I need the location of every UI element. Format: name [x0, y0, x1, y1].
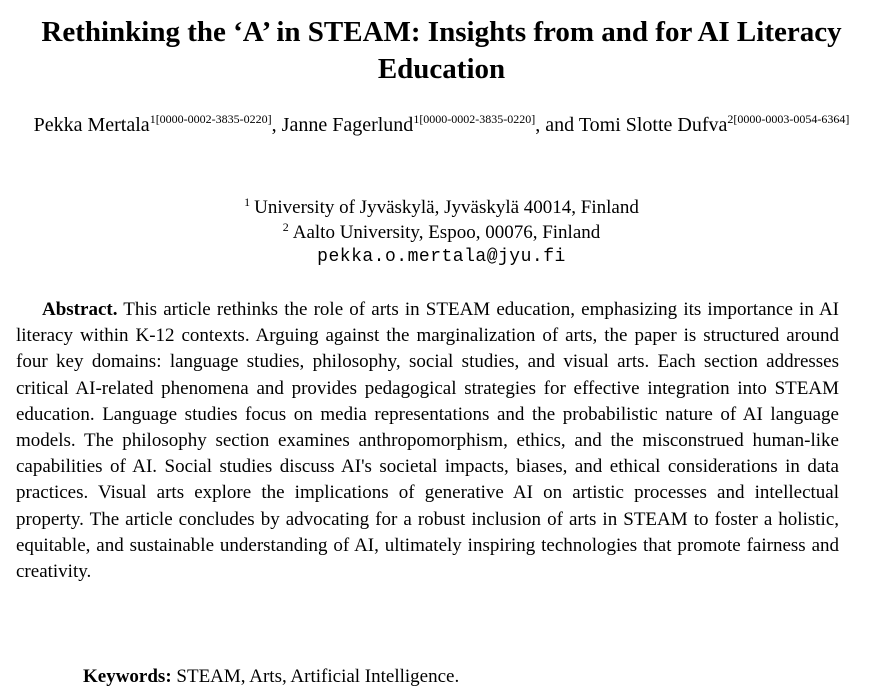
author-name: Janne Fagerlund: [281, 114, 414, 136]
author-affiliation-orcid: 1[0000-0002-3835-0220]: [149, 112, 272, 126]
contact-email: pekka.o.mertala@jyu.fi: [317, 247, 566, 267]
author-separator: , and: [535, 114, 579, 136]
affiliation-text: University of Jyväskylä, Jyväskylä 40014, Finland: [254, 197, 639, 218]
keywords-label: Keywords:: [83, 666, 172, 687]
author-separator: ,: [271, 114, 282, 136]
author-name: Pekka Mertala: [33, 114, 150, 136]
author-name: Tomi Slotte Dufva: [578, 114, 728, 136]
affiliation-number: 2: [282, 220, 289, 234]
author-list: [20, 112, 863, 139]
affiliation-number: 1: [244, 195, 251, 209]
author-affiliation-orcid: 2[0000-0003-0054-6364]: [727, 112, 850, 126]
abstract-text: This article rethinks the role of arts in STEAM education, emphasizing its importance in AI literacy within K-12 contexts. Arguing against the marginalization of arts, the paper is structured around four key domains: language studies, philosophy, social studies, and visual arts. Each section addresses critical AI-related phenomena and provides pedagogical strategies for effective integration into STEAM education. Language studies focus on media representations and the probabilistic nature of AI language models. The philosophy section examines anthropomorphism, ethics, and the misconstrued human-like capabilities of AI. Social studies discuss AI's societal impacts, biases, and ethical considerations in data practices. Visual arts explore the implications of generative AI on artistic processes and intellectual property. The article concludes by advocating for a robust inclusion of arts in STEAM to foster a holistic, equitable, and sustainable understanding of AI, ultimately inspiring technologies that promote fairness and creativity.: [16, 299, 839, 583]
keywords-text: STEAM, Arts, Artificial Intelligence.: [176, 666, 460, 687]
paper-title: Rethinking the ‘A’ in STEAM: Insights from and for AI Literacy Education: [41, 16, 842, 85]
affiliation-text: Aalto University, Espoo, 00076, Finland: [292, 222, 601, 243]
author-affiliation-orcid: 1[0000-0002-3835-0220]: [413, 112, 536, 126]
affiliation-block: [20, 195, 863, 270]
keywords: [83, 664, 843, 690]
abstract: [16, 297, 839, 585]
abstract-label: Abstract.: [42, 299, 118, 320]
affiliation-line: [20, 220, 863, 245]
affiliation-line: [20, 195, 863, 220]
